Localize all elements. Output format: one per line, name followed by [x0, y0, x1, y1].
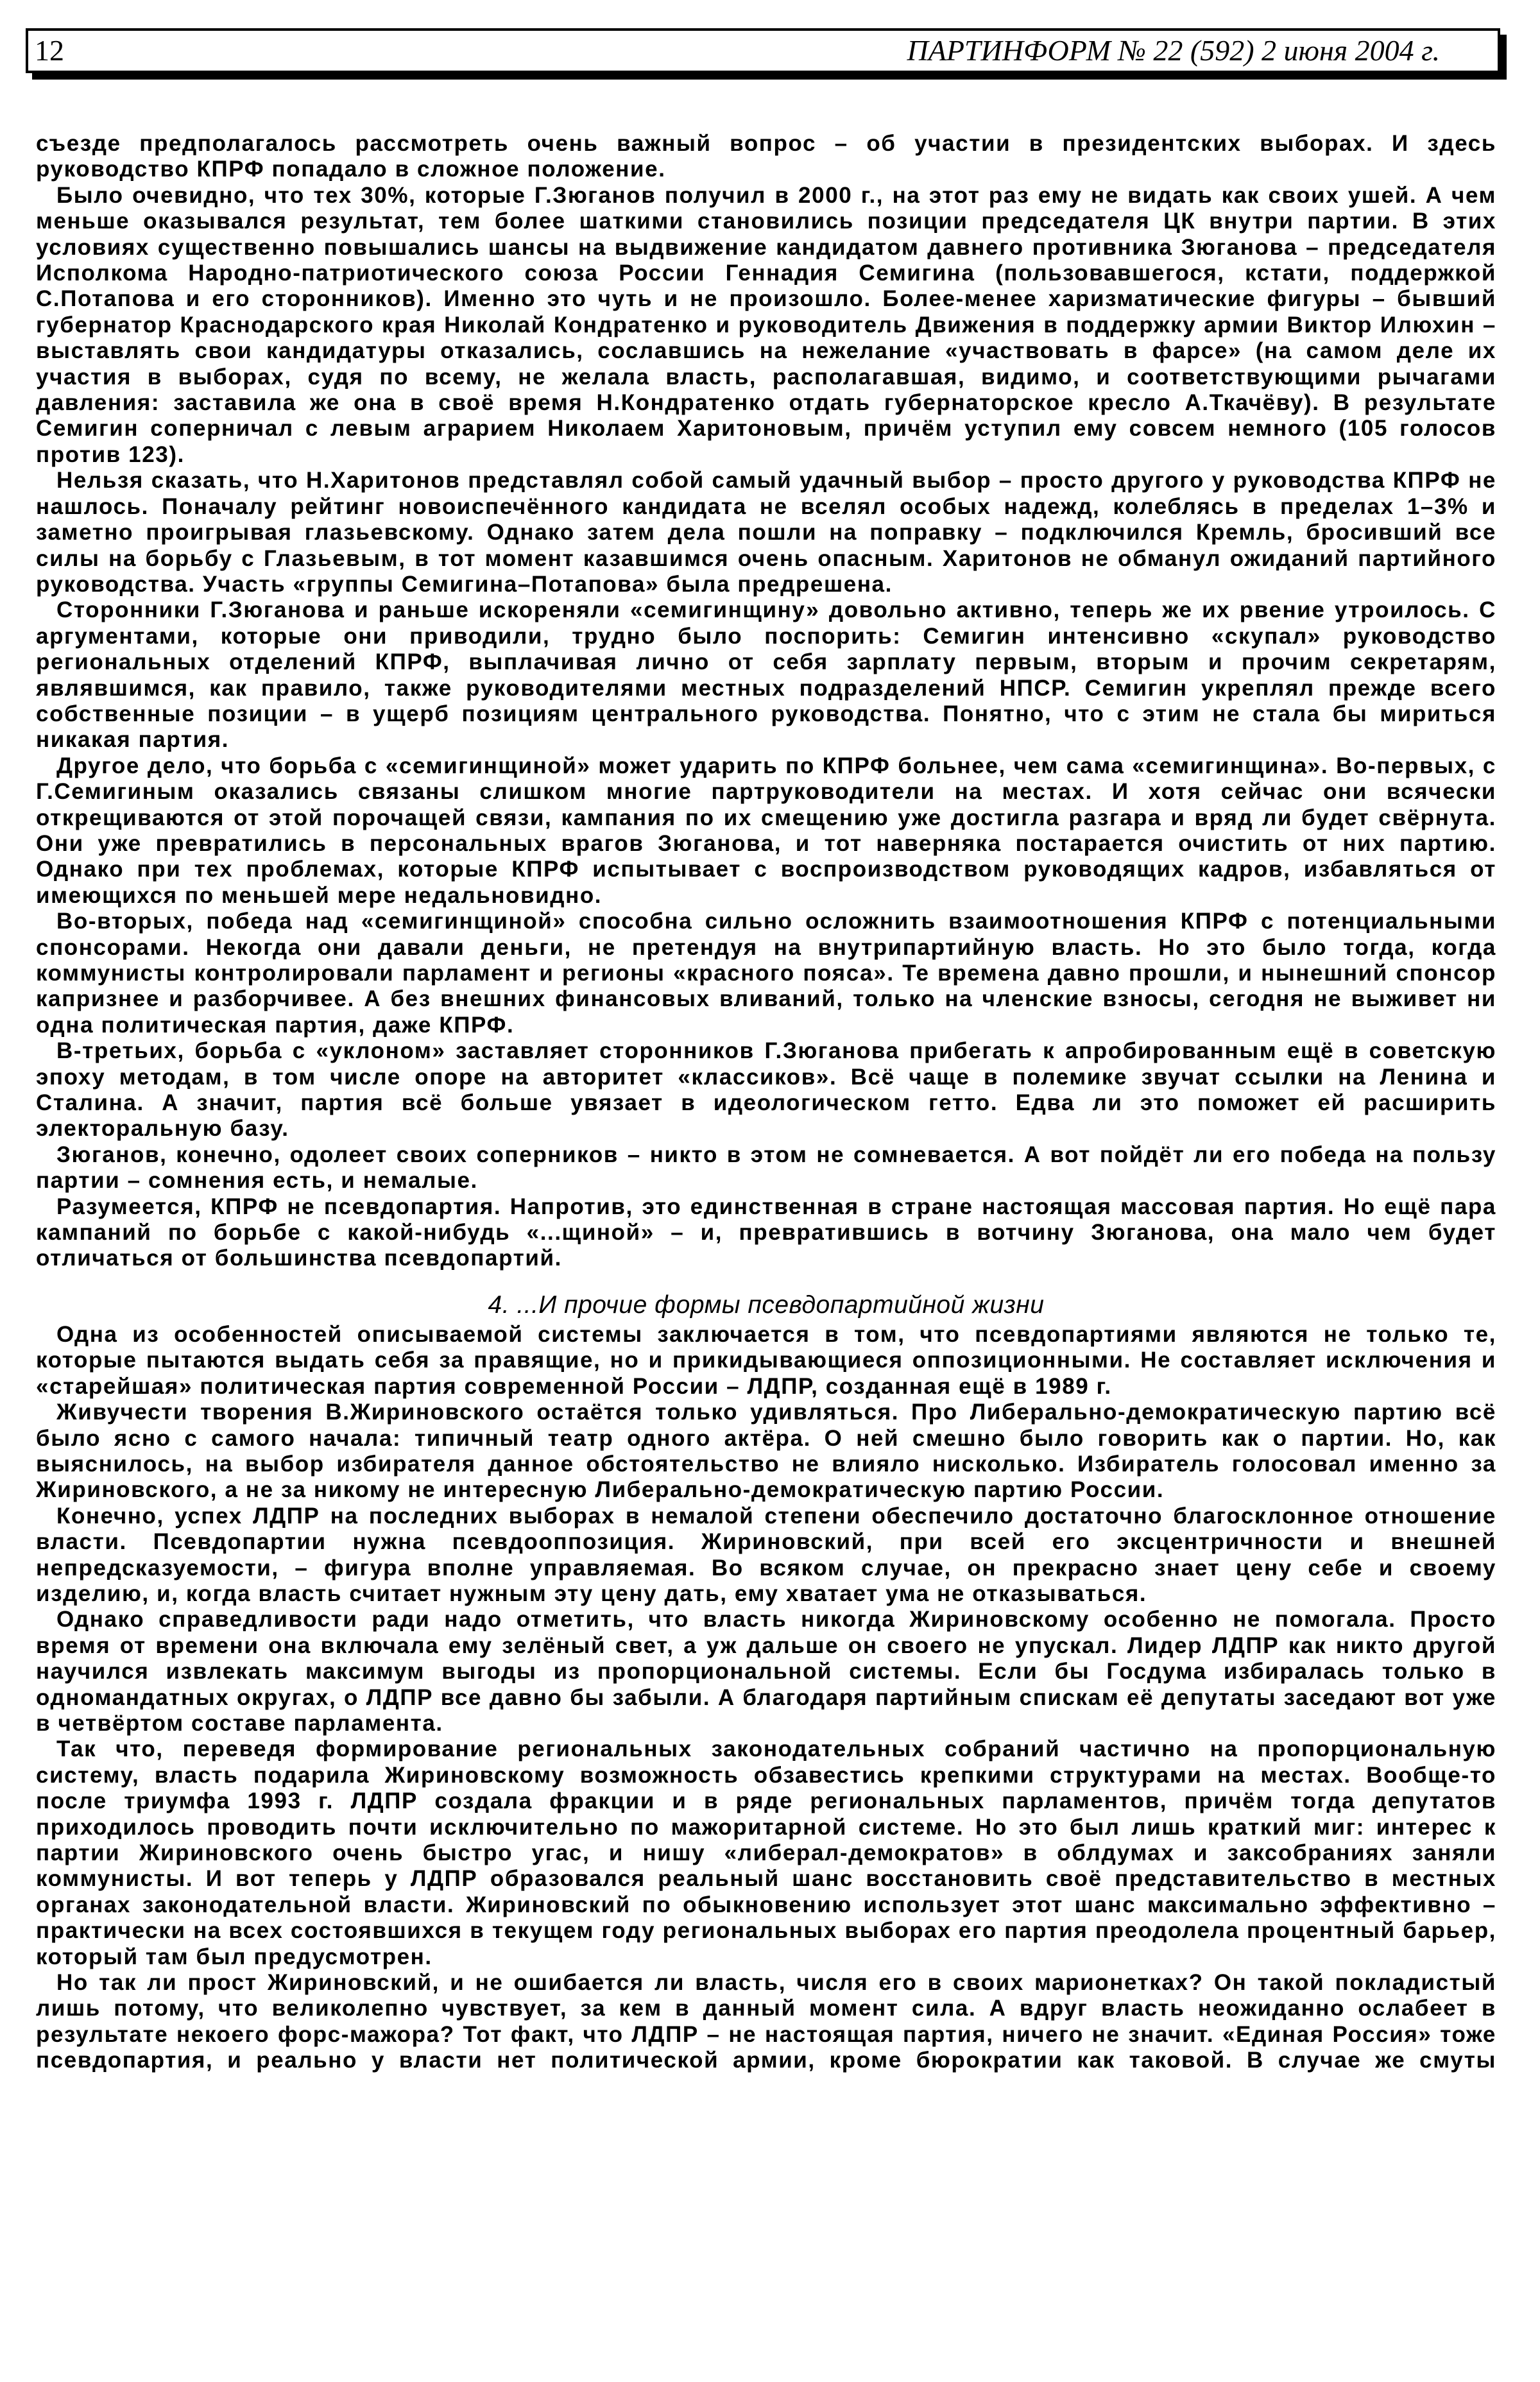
paragraph: Нельзя сказать, что Н.Харитонов представлял собой самый удачный выбор – просто другого у руководства КПРФ не нашлось. Поначалу рейтинг новоиспечённого кандидата не вселял особых надежд, колеблясь в пределах 1–3% и заметно проигрывая глазьевскому. Однако затем дела пошли на поправку – подключился Кремль, бросивший все силы на борьбу с Глазьевым, в тот момент казавшимся очень опасным. Харитонов не обманул ожиданий партийного руководства. Участь «группы Семигина–Потапова» была предрешена.	[36, 468, 1496, 597]
paragraph: Живучести творения В.Жириновского остаётся только удивляться. Про Либерально-демократическую партию всё было ясно с самого начала: типичный театр одного актёра. О ней смешно было говорить как о партии. Но, как выяснилось, на выбор избирателя данное обстоятельство не влияло нисколько. Избиратель голосовал именно за Жириновского, а не за никому не интересную Либерально-демократическую партию России.	[36, 1400, 1496, 1503]
paragraph: Однако справедливости ради надо отметить, что власть никогда Жириновскому особенно не помогала. Просто время от времени она включала ему зелёный свет, а уж дальше он своего не упускал. Лидер ЛДПР как никто другой научился извлекать максимум выгоды из пропорциональной системы. Если бы Госдума избиралась только в одномандатных округах, о ЛДПР все давно бы забыли. А благодаря партийным спискам её депутаты заседают вот уже в четвёртом составе парламента.	[36, 1607, 1496, 1736]
page-number: 12	[35, 34, 64, 67]
paragraph: Конечно, успех ЛДПР на последних выборах в немалой степени обеспечило достаточно благосклонное отношение власти. Псевдопартии нужна псевдооппозиция. Жириновский, при всей его эксцентричности и внешней непредсказуемости, – фигура вполне управляемая. Во всяком случае, он прекрасно знает цену себе и своему изделию, и, когда власть считает нужным эту цену дать, ему хватает ума не отказываться.	[36, 1503, 1496, 1606]
paragraph: Но так ли прост Жириновский, и не ошибается ли власть, числя его в своих марионетках? Он такой покладистый лишь потому, что великолепно чувствует, за кем в данный момент сила. А вдруг власть неожиданно ослабеет в результате некоего форс-мажора? Тот факт, что ЛДПР – не настоящая партия, ничего не значит. «Единая Россия» тоже псевдопартия, и реально у власти нет политической армии, кроме бюрократии как таковой. В случае же смуты	[36, 1970, 1496, 2073]
publication-title: ПАРТИНФОРМ № 22 (592) 2 июня 2004 г.	[907, 34, 1440, 67]
paragraph: съезде предполагалось рассмотреть очень важный вопрос – об участии в президентских выборах. И здесь руководство КПРФ попадало в сложное положение.	[36, 131, 1496, 182]
paragraph: Так что, переведя формирование региональных законодательных собраний частично на пропорциональную систему, власть подарила Жириновскому возможность обзавестись крепкими структурами на местах. Вообще-то после триумфа 1993 г. ЛДПР создала фракции и в ряде региональных парламентов, причём тогда депутатов приходилось проводить почти исключительно по мажоритарной системе. Но это был лишь краткий миг: интерес к партии Жириновского очень быстро угас, и нишу «либерал-демократов» в облдумах и заксобраниях заняли коммунисты. И вот теперь у ЛДПР образовался реальный шанс восстановить своё представительство в местных органах законодательной власти. Жириновский по обыкновению использует этот шанс максимально эффективно – практически на всех состоявшихся в текущем году региональных выборах его партия преодолела процентный барьер, который там был предусмотрен.	[36, 1736, 1496, 1969]
paragraph: Во-вторых, победа над «семигинщиной» способна сильно осложнить взаимоотношения КПРФ с потенциальными спонсорами. Некогда они давали деньги, не претендуя на внутрипартийную власть. Но это было тогда, когда коммунисты контролировали парламент и регионы «красного пояса». Те времена давно прошли, и нынешний спонсор капризнее и разборчивее. А без внешних финансовых вливаний, только на членские взносы, сегодня не выживет ни одна политическая партия, даже КПРФ.	[36, 909, 1496, 1038]
paragraph: Сторонники Г.Зюганова и раньше искореняли «семигинщину» довольно активно, теперь же их рвение утроилось. С аргументами, которые они приводили, трудно было поспорить: Семигин интенсивно «скупал» руководство региональных отделений КПРФ, выплачивая лично от себя зарплату первым, вторым и прочим секретарям, являвшимся, как правило, также руководителями местных подразделений НПСР. Семигин укреплял прежде всего собственные позиции – в ущерб позициям центрального руководства. Понятно, что с этим не стала бы мириться никакая партия.	[36, 597, 1496, 753]
article-body	[36, 131, 1496, 2074]
paragraph: В-третьих, борьба с «уклоном» заставляет сторонников Г.Зюганова прибегать к апробированным ещё в советскую эпоху методам, в том числе опоре на авторитет «классиков». Всё чаще в полемике звучат ссылки на Ленина и Сталина. А значит, партия всё больше увязает в идеологическом гетто. Едва ли это поможет ей расширить электоральную базу.	[36, 1038, 1496, 1142]
section-heading: 4. ...И прочие формы псевдопартийной жизни	[488, 1290, 1045, 1319]
page-header	[26, 28, 1500, 73]
paragraph: Было очевидно, что тех 30%, которые Г.Зюганов получил в 2000 г., на этот раз ему не видать как своих ушей. А чем меньше оказывался результат, тем более шаткими становились позиции председателя ЦК внутри партии. В этих условиях существенно повышались шансы на выдвижение кандидатом давнего противника Зюганова – председателя Исполкома Народно-патриотического союза России Геннадия Семигина (пользовавшегося, кстати, поддержкой С.Потапова и его сторонников). Именно это чуть и не произошло. Более-менее харизматические фигуры – бывший губернатор Краснодарского края Николай Кондратенко и руководитель Движения в поддержку армии Виктор Илюхин – выставлять свои кандидатуры отказались, сославшись на нежелание «участвовать в фарсе» (на самом деле их участия в выборах, судя по всему, не желала власть, располагавшая, видимо, и соответствующими рычагами давления: заставила же она в своё время Н.Кондратенко отдать губернаторское кресло А.Ткачёву). В результате Семигин соперничал с левым аграрием Николаем Харитоновым, причём уступил ему совсем немного (105 голосов против 123).	[36, 182, 1496, 467]
paragraph: Другое дело, что борьба с «семигинщиной» может ударить по КПРФ больнее, чем сама «семигинщина». Во-первых, с Г.Семигиным оказались связаны слишком многие партруководители на местах. И хотя сейчас они всячески открещиваются от этой порочащей связи, кампания по их смещению уже достигла разгара и вряд ли будет свёрнута. Они уже превратились в персональных врагов Зюганова, и тот наверняка постарается очистить от них партию. Однако при тех проблемах, которые КПРФ испытывает с воспроизводством руководящих кадров, избавляться от имеющихся по меньшей мере недальновидно.	[36, 753, 1496, 908]
paragraph: Зюганов, конечно, одолеет своих соперников – никто в этом не сомневается. А вот пойдёт ли его победа на пользу партии – сомнения есть, и немалые.	[36, 1142, 1496, 1194]
paragraph: Одна из особенностей описываемой системы заключается в том, что псевдопартиями являются не только те, которые пытаются выдать себя за правящие, но и прикидывающиеся оппозиционными. Не составляет исключения и «старейшая» политическая партия современной России – ЛДПР, созданная ещё в 1989 г.	[36, 1321, 1496, 1399]
paragraph: Разумеется, КПРФ не псевдопартия. Напротив, это единственная в стране настоящая массовая партия. Но ещё пара кампаний по борьбе с какой-нибудь «...щиной» – и, превратившись в вотчину Зюганова, она мало чем будет отличаться от большинства псевдопартий.	[36, 1194, 1496, 1271]
